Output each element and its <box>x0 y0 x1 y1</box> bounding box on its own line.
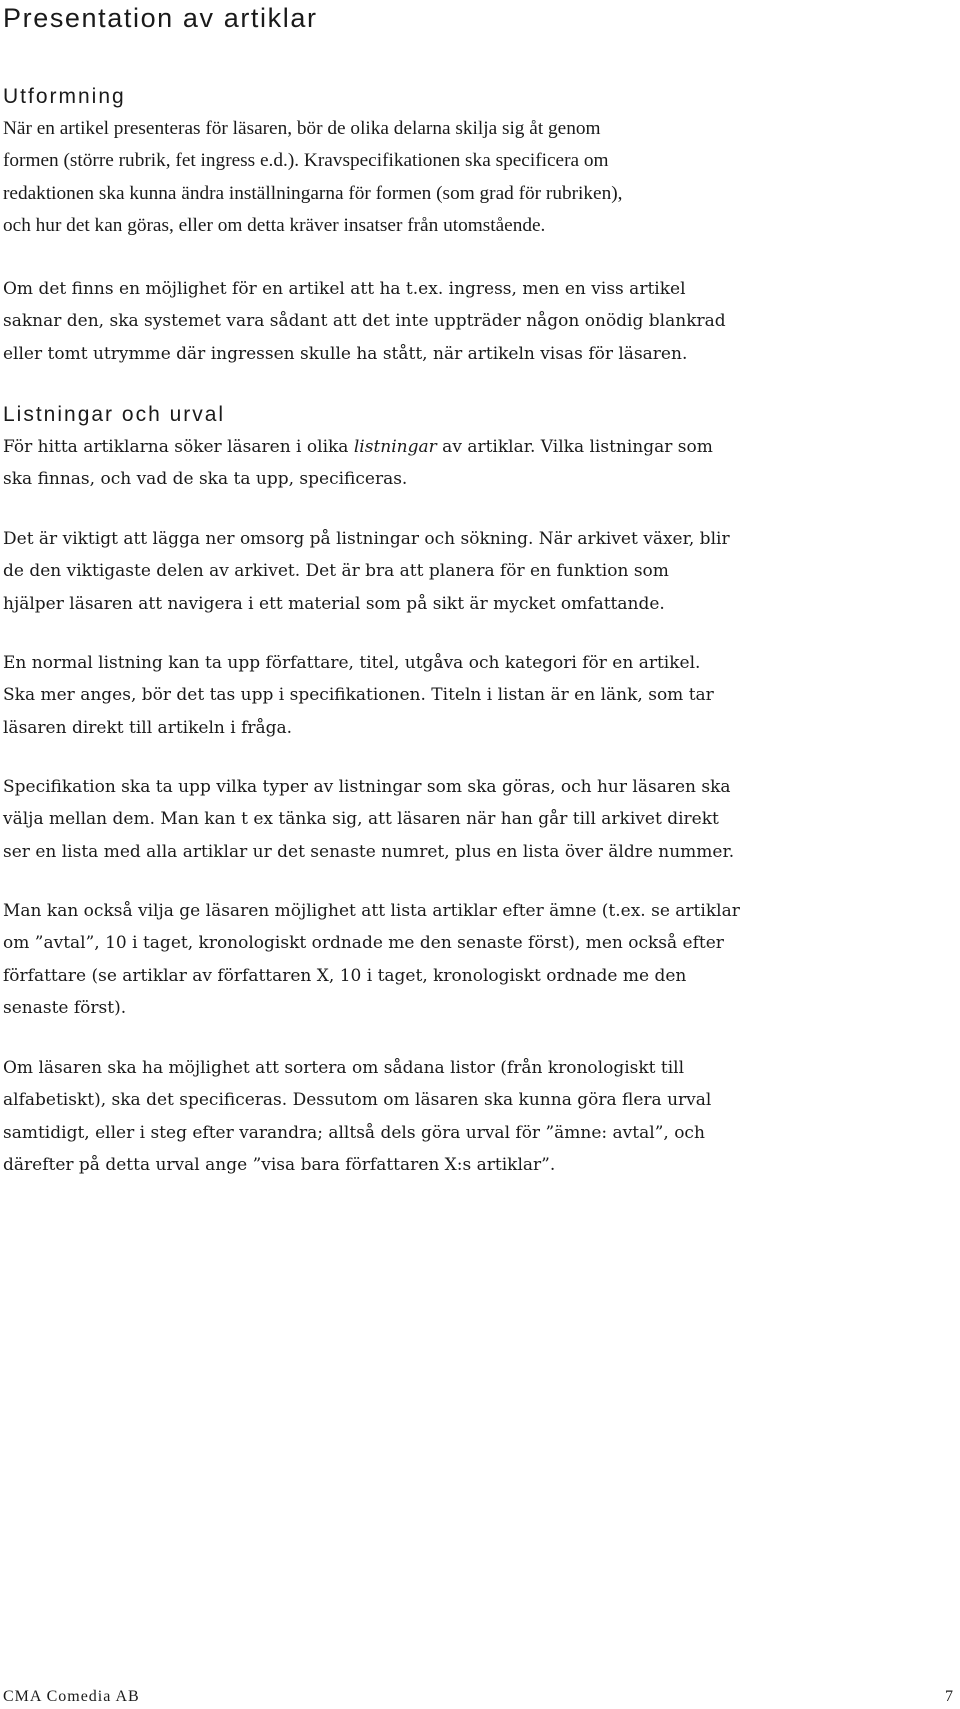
text-line: de den viktigaste delen av arkivet. Det är bra att planera för en funktion som <box>3 561 669 582</box>
text-line: Ska mer anges, bör det tas upp i specifikationen. Titeln i listan är en länk, som tar <box>3 685 714 706</box>
paragraph-listningar-1 <box>3 431 853 496</box>
page-title: Presentation av artiklar <box>3 3 318 33</box>
text-line: Om läsaren ska ha möjlighet att sortera om sådana listor (från kronologiskt till <box>3 1058 685 1078</box>
text-line <box>3 431 853 463</box>
text-line: senaste först). <box>3 997 127 1018</box>
text-line: redaktionen ska kunna ändra inställningarna för formen (som grad för rubriken), <box>3 182 623 204</box>
paragraph-listningar-5 <box>3 895 853 1024</box>
text-line: Det är viktigt att lägga ner omsorg på listningar och sökning. När arkivet växer, blir <box>3 529 730 549</box>
paragraph-listningar-4 <box>3 771 853 868</box>
text-line: läsaren direkt till artikeln i fråga. <box>3 717 293 738</box>
text-segment: För hitta artiklarna söker läsaren i olika <box>3 437 354 457</box>
emphasis-listningar: listningar <box>353 437 437 457</box>
text-line: saknar den, ska systemet vara sådant att det inte uppträder någon onödig blankrad <box>3 311 726 332</box>
text-line: om ”avtal”, 10 i taget, kronologiskt ordnade me den senaste först), men också efter <box>3 933 724 954</box>
text-line: En normal listning kan ta upp författare, titel, utgåva och kategori för en artikel. <box>3 653 701 673</box>
text-line: hjälper läsaren att navigera i ett material som på sikt är mycket omfattande. <box>3 593 665 614</box>
paragraph-listningar-2 <box>3 523 853 620</box>
text-line: samtidigt, eller i steg efter varandra; alltså dels göra urval för ”ämne: avtal”, och <box>3 1122 705 1143</box>
footer-company: CMA Comedia AB <box>3 1688 140 1705</box>
page-number: 7 <box>945 1688 953 1705</box>
text-line: eller tomt utrymme där ingressen skulle ha stått, när artikeln visas för läsaren. <box>3 343 688 364</box>
text-line: När en artikel presenteras för läsaren, bör de olika delarna skilja sig åt genom <box>3 118 601 139</box>
paragraph-listningar-3 <box>3 647 853 744</box>
paragraph-utformning-2 <box>3 273 853 370</box>
text-line: ser en lista med alla artiklar ur det senaste numret, plus en lista över äldre nummer. <box>3 841 735 862</box>
text-line: och hur det kan göras, eller om detta kräver insatser från utomstående. <box>3 214 546 236</box>
text-line: författare (se artiklar av författaren X, 10 i taget, kronologiskt ordnade me den <box>3 965 687 986</box>
text-line: Man kan också vilja ge läsaren möjlighet att lista artiklar efter ämne (t.ex. se artiklar <box>3 901 740 921</box>
section-heading-listningar: Listningar och urval <box>3 403 226 426</box>
text-line: alfabetiskt), ska det specificeras. Dessutom om läsaren ska kunna göra flera urval <box>3 1090 712 1111</box>
paragraph-utformning-1 <box>3 113 853 242</box>
section-heading-utformning: Utformning <box>3 85 126 108</box>
text-line: Om det finns en möjlighet för en artikel att ha t.ex. ingress, men en viss artikel <box>3 279 686 299</box>
text-line: formen (större rubrik, fet ingress e.d.). Kravspecifikationen ska specificera om <box>3 150 609 172</box>
text-line: Specifikation ska ta upp vilka typer av listningar som ska göras, och hur läsaren ska <box>3 777 731 797</box>
text-line: ska finnas, och vad de ska ta upp, specificeras. <box>3 469 408 490</box>
text-line: välja mellan dem. Man kan t ex tänka sig, att läsaren när han går till arkivet direkt <box>3 809 719 830</box>
text-segment: av artiklar. Vilka listningar som <box>436 437 713 457</box>
paragraph-listningar-6 <box>3 1052 853 1181</box>
text-line: därefter på detta urval ange ”visa bara författaren X:s artiklar”. <box>3 1154 556 1175</box>
